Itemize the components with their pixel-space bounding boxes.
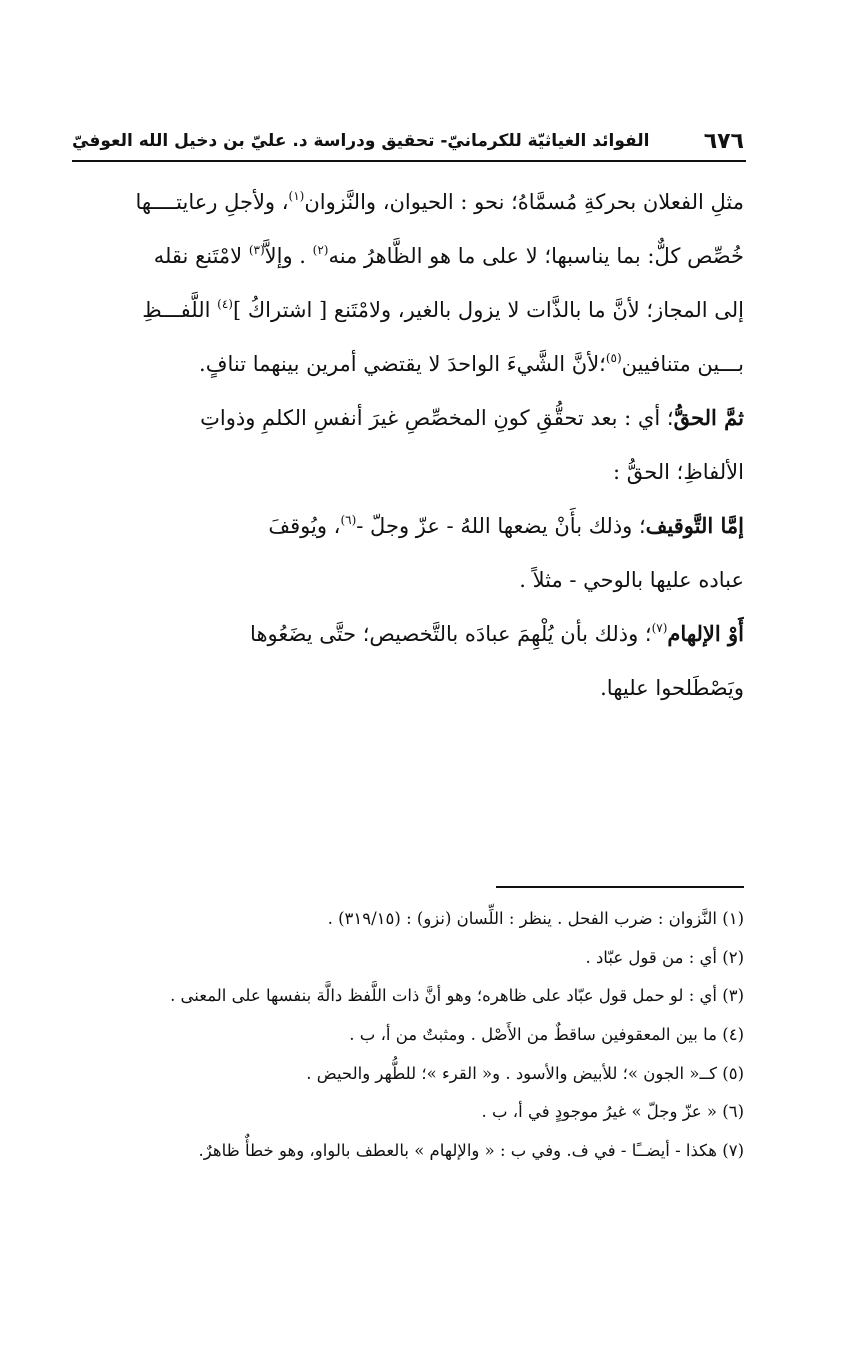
footnote: (٧) هكذا - أيضــًا - في ف. وفي ب : « والإلهام » بالعطف بالواو، وهو خطأٌ ظاهرٌ. bbox=[198, 1141, 744, 1161]
main-text bbox=[72, 175, 744, 715]
page-number: ٦٧٦ bbox=[703, 128, 744, 154]
footnote-ref: (٤) bbox=[217, 297, 233, 311]
footnote: (٥) كــ« الجون »؛ للأبيض والأسود . و« القرء »؛ للطُّهر والحيض . bbox=[306, 1063, 744, 1083]
footnote-ref: (٧) bbox=[651, 621, 668, 635]
text-line: خُصِّص كلٌّ: بما يناسبها؛ لا على ما هو الظَّاهرُ منه$^{(٢)}$ . وإلاَّ$^{(٣)}$ لامْتَنع نقله bbox=[153, 243, 744, 268]
footnote: (٦) « عزّ وجلّ » غيرُ موجودٍ في أ، ب . bbox=[481, 1102, 744, 1122]
text-line: أَوْ الإلهام$^{(٧)}$؛ وذلك بأن يُلْهِمَ عبادَه بالتَّخصيص؛ حتَّى يضَعُوها bbox=[250, 621, 744, 646]
heading-phrase: إمَّا التَّوقيف bbox=[645, 513, 744, 538]
text-line: إمَّا التَّوقيف؛ وذلك بأَنْ يضعها اللهُ - عزّ وجلّ -$^{(٦)}$، ويُوقفَ bbox=[268, 513, 744, 538]
text-line: بـــين متنافيين$^{(٥)}$؛لأنَّ الشَّيءَ الواحدَ لا يقتضي أمرين بينهما تنافٍ. bbox=[199, 351, 744, 376]
footnote-ref: (٣) bbox=[248, 243, 265, 257]
text-line: الألفاظِ؛ الحقُّ : bbox=[612, 460, 744, 484]
footnote-ref: (٢) bbox=[312, 243, 329, 257]
text-line: إلى المجاز؛ لأنَّ ما بالذَّات لا يزول بالغير، ولامْتَنع [ اشتراكُ ]$^{(٤)}$ اللَّفـــظِ bbox=[142, 297, 744, 322]
footnote-ref: (٥) bbox=[605, 351, 622, 365]
footnote: (٣) أي : لو حمل قول عبّاد على ظاهره؛ وهو أنَّ ذات اللَّفظ دالَّة بنفسها على المعنى . bbox=[170, 986, 744, 1006]
footnote: (٤) ما بين المعقوفين ساقطٌ من الأَصْل . ومثبتٌ من أ، ب . bbox=[349, 1025, 744, 1045]
text-line: ويَصْطَلحوا عليها. bbox=[600, 676, 744, 700]
footnote: (١) النَّزوان : ضرب الفحل . ينظر : اللِّسان (نزو) : (٣١٩/١٥) . bbox=[327, 909, 744, 928]
heading-phrase: أَوْ الإلهام bbox=[667, 621, 744, 646]
footnote-separator bbox=[496, 886, 744, 888]
page-header bbox=[72, 126, 744, 156]
header-rule bbox=[72, 160, 746, 162]
footnotes bbox=[72, 900, 744, 1171]
text-line: عباده عليها بالوحي - مثلاً . bbox=[519, 568, 744, 592]
footnote: (٢) أي : من قول عبّاد . bbox=[585, 947, 744, 967]
heading-phrase: ثمَّ الحقُّ bbox=[673, 405, 744, 430]
text-line: ثمَّ الحقُّ؛ أي : بعد تحقُّقِ كونِ المخصِّصِ غيرَ أنفسِ الكلمِ وذواتِ bbox=[200, 405, 744, 430]
footnote-ref: (١) bbox=[288, 189, 305, 203]
text-line: مثلِ الفعلان بحركةِ مُسمَّاهُ؛ نحو : الحيوان، والنَّزوان$^{(١)}$، ولأجلِ رعايتــــها bbox=[135, 189, 744, 214]
running-title: الفوائد الغياثيّة للكرمانيّ- تحقيق ودراسة د. عليّ بن دخيل الله العوفيّ bbox=[72, 131, 650, 151]
footnote-ref: (٦) bbox=[340, 513, 357, 527]
